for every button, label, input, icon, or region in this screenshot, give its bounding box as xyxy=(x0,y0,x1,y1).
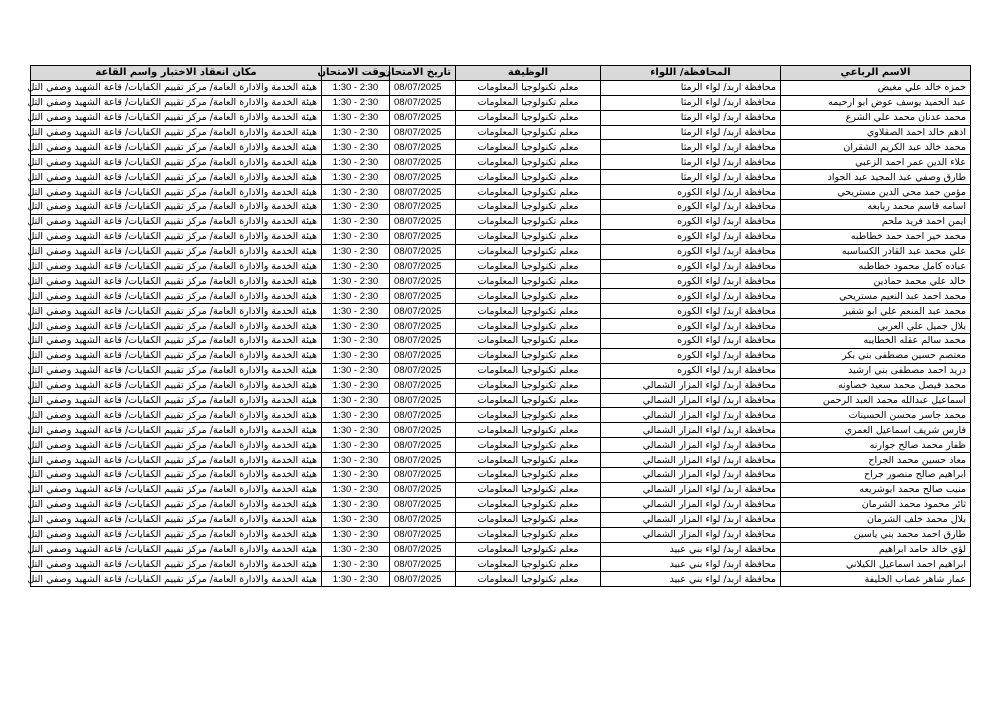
cell-name: بلال محمد خلف الشرمان xyxy=(781,512,971,527)
cell-place: هيئة الخدمة والادارة العامة/ مركز تقييم الكفايات/ قاعة الشهيد وصفي التل xyxy=(31,125,322,140)
cell-date: 08/07/2025 xyxy=(390,497,456,512)
cell-time: 1:30 - 2:30 xyxy=(322,393,390,408)
table-row xyxy=(31,542,971,557)
cell-time: 1:30 - 2:30 xyxy=(322,200,390,215)
cell-time: 1:30 - 2:30 xyxy=(322,572,390,587)
cell-place: هيئة الخدمة والادارة العامة/ مركز تقييم الكفايات/ قاعة الشهيد وصفي التل xyxy=(31,229,322,244)
cell-place: هيئة الخدمة والادارة العامة/ مركز تقييم الكفايات/ قاعة الشهيد وصفي التل xyxy=(31,572,322,587)
cell-place: هيئة الخدمة والادارة العامة/ مركز تقييم الكفايات/ قاعة الشهيد وصفي التل xyxy=(31,319,322,334)
table-row xyxy=(31,497,971,512)
cell-date: 08/07/2025 xyxy=(390,244,456,259)
cell-time: 1:30 - 2:30 xyxy=(322,140,390,155)
table-row xyxy=(31,304,971,319)
cell-governorate: محافظة اربد/ لواء المزار الشمالي xyxy=(601,408,781,423)
cell-governorate: محافظة اربد/ لواء الكوره xyxy=(601,334,781,349)
table-row xyxy=(31,393,971,408)
cell-governorate: محافظة اربد/ لواء الكوره xyxy=(601,319,781,334)
cell-name: طارق وصفي عبد المجيد عبد الجواد xyxy=(781,170,971,185)
cell-time: 1:30 - 2:30 xyxy=(322,170,390,185)
cell-job: معلم تكنولوجيا المعلومات xyxy=(456,229,601,244)
cell-time: 1:30 - 2:30 xyxy=(322,363,390,378)
table-row xyxy=(31,512,971,527)
cell-time: 1:30 - 2:30 xyxy=(322,229,390,244)
cell-time: 1:30 - 2:30 xyxy=(322,304,390,319)
cell-time: 1:30 - 2:30 xyxy=(322,378,390,393)
cell-date: 08/07/2025 xyxy=(390,557,456,572)
cell-job: معلم تكنولوجيا المعلومات xyxy=(456,527,601,542)
cell-name: محمد احمد عبد النعيم مستريحي xyxy=(781,289,971,304)
cell-job: معلم تكنولوجيا المعلومات xyxy=(456,453,601,468)
exam-schedule-table xyxy=(27,65,971,587)
cell-place: هيئة الخدمة والادارة العامة/ مركز تقييم الكفايات/ قاعة الشهيد وصفي التل xyxy=(31,80,322,95)
cell-time: 1:30 - 2:30 xyxy=(322,185,390,200)
table-row xyxy=(31,438,971,453)
cell-name: معاذ حسين محمد الجراح xyxy=(781,453,971,468)
cell-date: 08/07/2025 xyxy=(390,408,456,423)
cell-governorate: محافظة اربد/ لواء المزار الشمالي xyxy=(601,468,781,483)
cell-date: 08/07/2025 xyxy=(390,170,456,185)
cell-time: 1:30 - 2:30 xyxy=(322,110,390,125)
table-row xyxy=(31,289,971,304)
cell-time: 1:30 - 2:30 xyxy=(322,527,390,542)
cell-time: 1:30 - 2:30 xyxy=(322,155,390,170)
cell-job: معلم تكنولوجيا المعلومات xyxy=(456,185,601,200)
cell-governorate: محافظة اربد/ لواء المزار الشمالي xyxy=(601,482,781,497)
table-row xyxy=(31,200,971,215)
cell-name: علي محمد عبد القادر الكساسبه xyxy=(781,244,971,259)
cell-governorate: محافظة اربد/ لواء الكوره xyxy=(601,185,781,200)
cell-name: ابراهيم احمد اسماعيل الكيلاني xyxy=(781,557,971,572)
cell-date: 08/07/2025 xyxy=(390,542,456,557)
cell-place: هيئة الخدمة والادارة العامة/ مركز تقييم الكفايات/ قاعة الشهيد وصفي التل xyxy=(31,348,322,363)
cell-date: 08/07/2025 xyxy=(390,185,456,200)
cell-governorate: محافظة اربد/ لواء المزار الشمالي xyxy=(601,497,781,512)
cell-time: 1:30 - 2:30 xyxy=(322,408,390,423)
cell-name: ادهم خالد احمد الصقلاوي xyxy=(781,125,971,140)
cell-place: هيئة الخدمة والادارة العامة/ مركز تقييم الكفايات/ قاعة الشهيد وصفي التل xyxy=(31,378,322,393)
cell-job: معلم تكنولوجيا المعلومات xyxy=(456,304,601,319)
cell-time: 1:30 - 2:30 xyxy=(322,125,390,140)
cell-governorate: محافظة اربد/ لواء الرمثا xyxy=(601,125,781,140)
cell-date: 08/07/2025 xyxy=(390,527,456,542)
cell-date: 08/07/2025 xyxy=(390,214,456,229)
cell-name: معتصم حسين مصطفى بني بكر xyxy=(781,348,971,363)
cell-date: 08/07/2025 xyxy=(390,468,456,483)
cell-place: هيئة الخدمة والادارة العامة/ مركز تقييم الكفايات/ قاعة الشهيد وصفي التل xyxy=(31,200,322,215)
table-row xyxy=(31,378,971,393)
cell-place: هيئة الخدمة والادارة العامة/ مركز تقييم الكفايات/ قاعة الشهيد وصفي التل xyxy=(31,95,322,110)
cell-place: هيئة الخدمة والادارة العامة/ مركز تقييم الكفايات/ قاعة الشهيد وصفي التل xyxy=(31,274,322,289)
table-row xyxy=(31,408,971,423)
cell-governorate: محافظة اربد/ لواء المزار الشمالي xyxy=(601,453,781,468)
cell-date: 08/07/2025 xyxy=(390,453,456,468)
cell-place: هيئة الخدمة والادارة العامة/ مركز تقييم الكفايات/ قاعة الشهيد وصفي التل xyxy=(31,363,322,378)
cell-governorate: محافظة اربد/ لواء الرمثا xyxy=(601,155,781,170)
cell-date: 08/07/2025 xyxy=(390,274,456,289)
cell-time: 1:30 - 2:30 xyxy=(322,542,390,557)
cell-time: 1:30 - 2:30 xyxy=(322,80,390,95)
table-row xyxy=(31,110,971,125)
cell-governorate: محافظة اربد/ لواء الرمثا xyxy=(601,140,781,155)
cell-governorate: محافظة اربد/ لواء الكوره xyxy=(601,200,781,215)
cell-name: محمد عدنان محمد علي الشرع xyxy=(781,110,971,125)
table-row xyxy=(31,170,971,185)
cell-place: هيئة الخدمة والادارة العامة/ مركز تقييم الكفايات/ قاعة الشهيد وصفي التل xyxy=(31,393,322,408)
table-row xyxy=(31,319,971,334)
cell-time: 1:30 - 2:30 xyxy=(322,319,390,334)
table-body xyxy=(27,80,971,586)
cell-time: 1:30 - 2:30 xyxy=(322,423,390,438)
cell-job: معلم تكنولوجيا المعلومات xyxy=(456,289,601,304)
cell-time: 1:30 - 2:30 xyxy=(322,497,390,512)
cell-time: 1:30 - 2:30 xyxy=(322,468,390,483)
cell-date: 08/07/2025 xyxy=(390,482,456,497)
cell-governorate: محافظة اربد/ لواء المزار الشمالي xyxy=(601,438,781,453)
cell-governorate: محافظة اربد/ لواء المزار الشمالي xyxy=(601,527,781,542)
cell-name: بلال جميل علي العربي xyxy=(781,319,971,334)
cell-date: 08/07/2025 xyxy=(390,125,456,140)
cell-job: معلم تكنولوجيا المعلومات xyxy=(456,468,601,483)
cell-place: هيئة الخدمة والادارة العامة/ مركز تقييم الكفايات/ قاعة الشهيد وصفي التل xyxy=(31,244,322,259)
cell-place: هيئة الخدمة والادارة العامة/ مركز تقييم الكفايات/ قاعة الشهيد وصفي التل xyxy=(31,170,322,185)
cell-job: معلم تكنولوجيا المعلومات xyxy=(456,214,601,229)
cell-governorate: محافظة اربد/ لواء الرمثا xyxy=(601,95,781,110)
cell-job: معلم تكنولوجيا المعلومات xyxy=(456,259,601,274)
cell-place: هيئة الخدمة والادارة العامة/ مركز تقييم الكفايات/ قاعة الشهيد وصفي التل xyxy=(31,482,322,497)
table-row xyxy=(31,95,971,110)
cell-time: 1:30 - 2:30 xyxy=(322,438,390,453)
cell-date: 08/07/2025 xyxy=(390,110,456,125)
cell-name: منيب صالح محمد ابوشريعه xyxy=(781,482,971,497)
header-place: مكان انعقاد الاختبار واسم القاعة xyxy=(31,66,322,81)
cell-name: محمد خالد عبد الكريم الشقران xyxy=(781,140,971,155)
cell-name: اسامه قاسم محمد ربابعه xyxy=(781,200,971,215)
header-time: وقت الامتحان xyxy=(322,66,390,81)
cell-date: 08/07/2025 xyxy=(390,438,456,453)
table-row xyxy=(31,482,971,497)
cell-job: معلم تكنولوجيا المعلومات xyxy=(456,80,601,95)
table-row xyxy=(31,259,971,274)
cell-job: معلم تكنولوجيا المعلومات xyxy=(456,438,601,453)
cell-governorate: محافظة اربد/ لواء بني عبيد xyxy=(601,572,781,587)
cell-place: هيئة الخدمة والادارة العامة/ مركز تقييم الكفايات/ قاعة الشهيد وصفي التل xyxy=(31,289,322,304)
cell-date: 08/07/2025 xyxy=(390,363,456,378)
cell-job: معلم تكنولوجيا المعلومات xyxy=(456,95,601,110)
cell-job: معلم تكنولوجيا المعلومات xyxy=(456,125,601,140)
cell-date: 08/07/2025 xyxy=(390,423,456,438)
cell-time: 1:30 - 2:30 xyxy=(322,453,390,468)
header-job: الوظيفة xyxy=(456,66,601,81)
cell-place: هيئة الخدمة والادارة العامة/ مركز تقييم الكفايات/ قاعة الشهيد وصفي التل xyxy=(31,468,322,483)
cell-governorate: محافظة اربد/ لواء الكوره xyxy=(601,274,781,289)
cell-job: معلم تكنولوجيا المعلومات xyxy=(456,140,601,155)
cell-governorate: محافظة اربد/ لواء المزار الشمالي xyxy=(601,512,781,527)
cell-date: 08/07/2025 xyxy=(390,259,456,274)
cell-governorate: محافظة اربد/ لواء المزار الشمالي xyxy=(601,393,781,408)
cell-time: 1:30 - 2:30 xyxy=(322,274,390,289)
cell-name: عباده كامل محمود خطاطبه xyxy=(781,259,971,274)
cell-time: 1:30 - 2:30 xyxy=(322,512,390,527)
cell-place: هيئة الخدمة والادارة العامة/ مركز تقييم الكفايات/ قاعة الشهيد وصفي التل xyxy=(31,453,322,468)
cell-name: عمار شاهر غصاب الخليفة xyxy=(781,572,971,587)
cell-job: معلم تكنولوجيا المعلومات xyxy=(456,482,601,497)
cell-governorate: محافظة اربد/ لواء المزار الشمالي xyxy=(601,378,781,393)
cell-date: 08/07/2025 xyxy=(390,304,456,319)
cell-place: هيئة الخدمة والادارة العامة/ مركز تقييم الكفايات/ قاعة الشهيد وصفي التل xyxy=(31,527,322,542)
table-row xyxy=(31,155,971,170)
table-row xyxy=(31,229,971,244)
header-date: تاريخ الامتحان xyxy=(390,66,456,81)
cell-name: محمد عبد المنعم علي ابو شقير xyxy=(781,304,971,319)
cell-time: 1:30 - 2:30 xyxy=(322,214,390,229)
cell-time: 1:30 - 2:30 xyxy=(322,557,390,572)
table-row xyxy=(31,125,971,140)
cell-job: معلم تكنولوجيا المعلومات xyxy=(456,512,601,527)
table-row xyxy=(31,214,971,229)
table-row xyxy=(31,453,971,468)
table-row xyxy=(31,527,971,542)
cell-governorate: محافظة اربد/ لواء الرمثا xyxy=(601,170,781,185)
table-row xyxy=(31,363,971,378)
cell-job: معلم تكنولوجيا المعلومات xyxy=(456,334,601,349)
cell-date: 08/07/2025 xyxy=(390,80,456,95)
cell-place: هيئة الخدمة والادارة العامة/ مركز تقييم الكفايات/ قاعة الشهيد وصفي التل xyxy=(31,557,322,572)
cell-date: 08/07/2025 xyxy=(390,512,456,527)
cell-name: طارق احمد محمد بني ياسين xyxy=(781,527,971,542)
cell-governorate: محافظة اربد/ لواء الكوره xyxy=(601,363,781,378)
cell-job: معلم تكنولوجيا المعلومات xyxy=(456,244,601,259)
cell-job: معلم تكنولوجيا المعلومات xyxy=(456,155,601,170)
cell-name: اسماعيل عبدالله محمد العبد الرحمن xyxy=(781,393,971,408)
cell-place: هيئة الخدمة والادارة العامة/ مركز تقييم الكفايات/ قاعة الشهيد وصفي التل xyxy=(31,185,322,200)
cell-job: معلم تكنولوجيا المعلومات xyxy=(456,572,601,587)
table-row xyxy=(31,468,971,483)
table-row xyxy=(31,348,971,363)
cell-job: معلم تكنولوجيا المعلومات xyxy=(456,497,601,512)
cell-name: فارس شريف اسماعيل العمري xyxy=(781,423,971,438)
table-row xyxy=(31,140,971,155)
cell-date: 08/07/2025 xyxy=(390,155,456,170)
cell-date: 08/07/2025 xyxy=(390,229,456,244)
table-row xyxy=(31,334,971,349)
cell-job: معلم تكنولوجيا المعلومات xyxy=(456,363,601,378)
cell-job: معلم تكنولوجيا المعلومات xyxy=(456,348,601,363)
cell-job: معلم تكنولوجيا المعلومات xyxy=(456,408,601,423)
cell-date: 08/07/2025 xyxy=(390,348,456,363)
cell-place: هيئة الخدمة والادارة العامة/ مركز تقييم الكفايات/ قاعة الشهيد وصفي التل xyxy=(31,259,322,274)
cell-name: محمد سالم عقله الخطايبه xyxy=(781,334,971,349)
cell-place: هيئة الخدمة والادارة العامة/ مركز تقييم الكفايات/ قاعة الشهيد وصفي التل xyxy=(31,110,322,125)
cell-name: علاء الدين عمر احمد الزعبي xyxy=(781,155,971,170)
cell-governorate: محافظة اربد/ لواء بني عبيد xyxy=(601,557,781,572)
cell-governorate: محافظة اربد/ لواء الكوره xyxy=(601,214,781,229)
cell-job: معلم تكنولوجيا المعلومات xyxy=(456,319,601,334)
cell-time: 1:30 - 2:30 xyxy=(322,289,390,304)
cell-date: 08/07/2025 xyxy=(390,95,456,110)
cell-name: دريد احمد مصطفى بني ارشيد xyxy=(781,363,971,378)
header-governorate: المحافظة/ اللواء xyxy=(601,66,781,81)
table-row xyxy=(31,557,971,572)
cell-governorate: محافظة اربد/ لواء الكوره xyxy=(601,229,781,244)
cell-governorate: محافظة اربد/ لواء الكوره xyxy=(601,244,781,259)
table-row xyxy=(31,244,971,259)
cell-name: محمد خير احمد حمد خطاطبه xyxy=(781,229,971,244)
cell-time: 1:30 - 2:30 xyxy=(322,482,390,497)
cell-job: معلم تكنولوجيا المعلومات xyxy=(456,110,601,125)
cell-name: عبد الحميد يوسف عوض ابو ارحيمه xyxy=(781,95,971,110)
table-row xyxy=(31,185,971,200)
cell-date: 08/07/2025 xyxy=(390,200,456,215)
cell-name: مؤمن حمد محي الدين مستريحي xyxy=(781,185,971,200)
cell-name: محمد جاسر محسن الحسينات xyxy=(781,408,971,423)
cell-governorate: محافظة اربد/ لواء الكوره xyxy=(601,289,781,304)
cell-place: هيئة الخدمة والادارة العامة/ مركز تقييم الكفايات/ قاعة الشهيد وصفي التل xyxy=(31,408,322,423)
cell-date: 08/07/2025 xyxy=(390,334,456,349)
cell-time: 1:30 - 2:30 xyxy=(322,259,390,274)
cell-date: 08/07/2025 xyxy=(390,140,456,155)
cell-place: هيئة الخدمة والادارة العامة/ مركز تقييم الكفايات/ قاعة الشهيد وصفي التل xyxy=(31,140,322,155)
cell-time: 1:30 - 2:30 xyxy=(322,95,390,110)
table-row xyxy=(31,572,971,587)
cell-job: معلم تكنولوجيا المعلومات xyxy=(456,393,601,408)
cell-place: هيئة الخدمة والادارة العامة/ مركز تقييم الكفايات/ قاعة الشهيد وصفي التل xyxy=(31,438,322,453)
cell-place: هيئة الخدمة والادارة العامة/ مركز تقييم الكفايات/ قاعة الشهيد وصفي التل xyxy=(31,542,322,557)
cell-place: هيئة الخدمة والادارة العامة/ مركز تقييم الكفايات/ قاعة الشهيد وصفي التل xyxy=(31,512,322,527)
cell-governorate: محافظة اربد/ لواء الكوره xyxy=(601,348,781,363)
cell-name: ظفار محمد صالح جوارنه xyxy=(781,438,971,453)
table-row xyxy=(31,423,971,438)
cell-date: 08/07/2025 xyxy=(390,572,456,587)
cell-job: معلم تكنولوجيا المعلومات xyxy=(456,274,601,289)
cell-time: 1:30 - 2:30 xyxy=(322,348,390,363)
cell-name: خالد علي محمد حمادين xyxy=(781,274,971,289)
cell-place: هيئة الخدمة والادارة العامة/ مركز تقييم الكفايات/ قاعة الشهيد وصفي التل xyxy=(31,304,322,319)
cell-governorate: محافظة اربد/ لواء الكوره xyxy=(601,259,781,274)
header-name: الاسم الرباعي xyxy=(781,66,971,81)
table-row xyxy=(31,80,971,95)
cell-governorate: محافظة اربد/ لواء الكوره xyxy=(601,304,781,319)
cell-date: 08/07/2025 xyxy=(390,393,456,408)
cell-job: معلم تكنولوجيا المعلومات xyxy=(456,423,601,438)
cell-place: هيئة الخدمة والادارة العامة/ مركز تقييم الكفايات/ قاعة الشهيد وصفي التل xyxy=(31,214,322,229)
cell-governorate: محافظة اربد/ لواء الرمثا xyxy=(601,80,781,95)
cell-job: معلم تكنولوجيا المعلومات xyxy=(456,557,601,572)
cell-place: هيئة الخدمة والادارة العامة/ مركز تقييم الكفايات/ قاعة الشهيد وصفي التل xyxy=(31,155,322,170)
cell-place: هيئة الخدمة والادارة العامة/ مركز تقييم الكفايات/ قاعة الشهيد وصفي التل xyxy=(31,423,322,438)
cell-name: ثائر محمود محمد الشرمان xyxy=(781,497,971,512)
cell-name: لؤي خالد حامد ابراهيم xyxy=(781,542,971,557)
cell-name: محمد فيصل محمد سعيد خصاونه xyxy=(781,378,971,393)
cell-name: ابراهيم صالح منصور جراح xyxy=(781,468,971,483)
cell-governorate: محافظة اربد/ لواء بني عبيد xyxy=(601,542,781,557)
cell-date: 08/07/2025 xyxy=(390,289,456,304)
cell-name: ايمن احمد فريد ملحم xyxy=(781,214,971,229)
cell-time: 1:30 - 2:30 xyxy=(322,244,390,259)
cell-governorate: محافظة اربد/ لواء الرمثا xyxy=(601,110,781,125)
cell-date: 08/07/2025 xyxy=(390,319,456,334)
cell-place: هيئة الخدمة والادارة العامة/ مركز تقييم الكفايات/ قاعة الشهيد وصفي التل xyxy=(31,334,322,349)
cell-name: حمزه خالد علي مغيض xyxy=(781,80,971,95)
cell-job: معلم تكنولوجيا المعلومات xyxy=(456,200,601,215)
cell-job: معلم تكنولوجيا المعلومات xyxy=(456,170,601,185)
cell-place: هيئة الخدمة والادارة العامة/ مركز تقييم الكفايات/ قاعة الشهيد وصفي التل xyxy=(31,497,322,512)
table-row xyxy=(31,274,971,289)
cell-time: 1:30 - 2:30 xyxy=(322,334,390,349)
cell-governorate: محافظة اربد/ لواء المزار الشمالي xyxy=(601,423,781,438)
header-row xyxy=(31,66,971,81)
cell-date: 08/07/2025 xyxy=(390,378,456,393)
cell-job: معلم تكنولوجيا المعلومات xyxy=(456,542,601,557)
cell-job: معلم تكنولوجيا المعلومات xyxy=(456,378,601,393)
